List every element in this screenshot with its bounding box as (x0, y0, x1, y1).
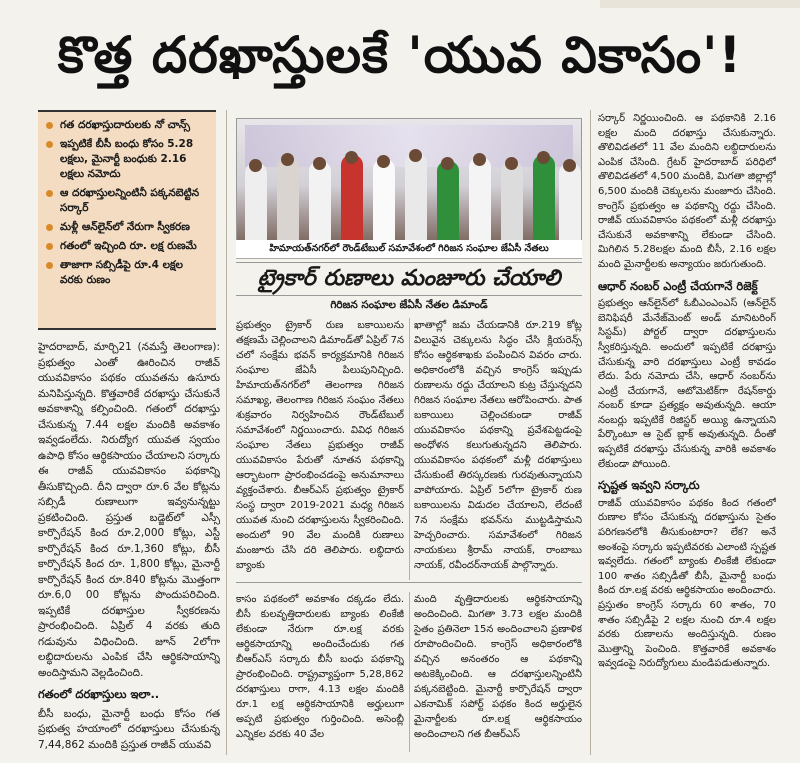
column-1 (38, 340, 220, 755)
article-paragraph: ఖాతాల్లో జమ చేయడానికి రూ.219 కోట్ల విలువైన చెక్కులను సిద్ధం చేసి క్లియరెన్స్ కోసం ఆర్థికశాఖకు పంపించిన వివరం చారు. అధికారంలోకి వచ్చిన కాంగ్రెస్ ఇప్పుడు రుణాలను రద్దు చేయాలని కుట్ర చేస్తున్నదని గిరిజన సంఘాల నేతలు ఆరోపించారు. పాత బకాయిలు చెల్లించకుండా రాజీవ్ యువవికాసం పథకాన్ని ప్రవేశపెట్టడంపై అంధోళన కలుగుతున్నదని తెలిపారు. యువవికాసం పథకంలో మళ్లీ దరఖాస్తులు చేసుకుంటే తిరస్కరణకు గురవుతున్నాయని వాపోయారు. ఏప్రిల్ 5లోగా ట్రైకార్ రుణ బకాయిలను విడుదల చేయాలని, లేదంటే 7న సంక్షేమ భవన్‌ను ముట్టడిస్తామని హెచ్చరించారు. సమావేశంలో గిరిజన నాయకులు శ్రీరామ్ నాయక్, రాంబాబు నాయక్, రవీందర్‌నాయక్ పాల్గొన్నారు. (414, 320, 582, 571)
article-paragraph: బీసీ బంధు, మైనార్టీ బంధు కోసం గత ప్రభుత్వ హయాంలో దరఖాస్తులు చేసుకున్న 7,44,862 మందికి ప్రస్తుత రాజీవ్ యువవి (38, 707, 220, 751)
photo-head (377, 155, 390, 168)
photo-head (281, 153, 294, 166)
highlight-item: ఇప్పటికే బీసీ బంధు కోసం 5.28 లక్షలు, మైనార్టీ బంధుకు 2.16 లక్షలు నమోదు (46, 137, 208, 182)
photo-person (277, 157, 299, 241)
photo-head (537, 151, 550, 164)
column-3-top (414, 318, 582, 580)
article-paragraph: ప్రభుత్వం ట్రైకార్ రుణ బకాయిలను తక్షణమే చెల్లించాలని డిమాండ్‌తో ఏప్రిల్ 7న చలో సంక్షేమ భవన్ కార్యక్రమానికి గిరిజన సంఘాల జేఏసీ పిలుపునిచ్చింది. హిమాయత్‌నగర్‌లో తెలంగాణ గిరిజన సమాఖ్య, తెలంగాణ గిరిజన సంఘం నేతలు శుక్రవారం నిర్వహించిన రౌండ్‌టేబుల్ సమావేశంలో నిర్ణయించారు. వివిధ గిరిజన సంఘాల నేతలు ప్రభుత్వం రాజీవ్ యువవికాసం పేరుతో నూతన పథకాన్ని ఆర్భాటంగా ప్రారంభించడంపై అనుమానాలు వ్యక్తంచేశారు. బీఆర్‌ఎస్ ప్రభుత్వం ట్రైకార్ సంస్థ ద్వారా 2019-2021 మధ్య గిరిజన యువత నుంచి దరఖాస్తులను స్వీకరించింది. అందులో 90 వేల మందికి రుణాలు మంజూరు చేసి దరి తెలిపారు. లబ్ధిదారు బ్యాంకు (236, 320, 404, 571)
column-2-top (236, 318, 404, 580)
column-4 (598, 112, 776, 752)
column-divider (226, 110, 227, 755)
photo-head (563, 159, 576, 172)
photo-person (245, 163, 267, 241)
photo-person (309, 161, 331, 241)
column-divider (590, 110, 591, 755)
section-subhead: గతంలో దరఖాస్తులు ఇలా.. (38, 687, 160, 701)
article-paragraph: హైదరాబాద్, మార్చి21 (నమస్తే తెలంగాణ): ప్రభుత్వం ఎంతో ఊరించిన రాజీవ్ యువవికాసం పథకం యువతను ఉసూరు మనిపిస్తున్నది. కొత్తవారికే దరఖాస్తు చేసుకునే అవకాశాన్ని కల్పించింది. గతంలో దరఖాస్తు చేసుకున్న 7.44 లక్షల మందికి అవకాశం ఇవ్వడంలేదు. నిరుద్యోగ యువత స్వయం ఉపాధి కోసం ఆర్థికసాయం చేయాలని సర్కారు ఈ రాజీవ్ యువవికాసం పథకాన్ని తీసుకొచ్చింది. దీని ద్వారా రూ.6 వేల కోట్లను సబ్సిడీ రుణాలుగా ఇవ్వనున్నట్టు ప్రకటించింది. ప్రస్తుత బడ్జెట్‌లో ఎస్సీ కార్పొరేషన్ కింద రూ.2,000 కోట్లు, ఎస్టీ కార్పొరేషన్ కింద రూ.1,360 కోట్లు, బీసీ కార్పొరేషన్ కింద రూ. 1,800 కోట్లు, మైనార్టీ కార్పొరేషన్ కింద రూ.840 కోట్లను మొత్తంగా రూ.6,0 00 కోట్లను పొందుపరిచింది. ఇప్పటికే దరఖాస్తుల స్వీకరణను ప్రారంభించింది. ఏప్రిల్ 4 వరకు తుది గడువును విధించింది. జూన్ 2లోగా లబ్ధిదారులను ఎంపిక చేసి ఆర్థికసాయాన్ని అందిస్తామని వెల్లడించింది. (38, 341, 220, 679)
highlight-item: తాజాగా సబ్సిడీపై రూ.4 లక్షల వరకు రుణం (46, 258, 208, 288)
photo-head (409, 149, 422, 162)
photo-person (533, 155, 555, 241)
photo-person (341, 155, 363, 241)
photo-head (441, 157, 454, 170)
highlights-list (46, 118, 208, 288)
column-3-bottom (414, 592, 582, 752)
article-paragraph: కాసం పథకంలో అవకాశం దక్కడం లేదు. బీసీ కులవృత్తిదారులకు బ్యాంకు లింకేజీ లేకుండా నేరుగా రూ.లక్ష వరకు ఆర్థికసాయాన్ని అందించేందుకు గత బీఆర్‌ఎస్ సర్కారు బీసీ బంధు పథకాన్ని ప్రారంభించింది. రాష్ట్రవ్యాప్తంగా 5,28,862 దరఖాస్తులు రాగా, 4.13 లక్షల మందికి రూ.1 లక్ష ఆర్థికసాయానికి అర్హులుగా అప్పటి ప్రభుత్వం గుర్తించింది. అసెంబ్లీ ఎన్నికల వరకు 40 వేల (236, 594, 404, 740)
photo-head (345, 151, 358, 164)
highlight-item: గత దరఖాస్తుదారులకు నో చాన్స్ (46, 118, 208, 133)
photo-caption: హిమాయత్‌నగర్‌లో రౌండ్‌టేబుల్ సమావేశంలో గిరిజన సంఘాల జేఏసీ నేతలు (236, 240, 582, 259)
photo-head (249, 159, 262, 172)
column-2-bottom (236, 592, 404, 752)
photo-person (501, 161, 523, 241)
photo-head (473, 153, 486, 166)
photo-person (405, 153, 427, 241)
photo-person (469, 157, 491, 241)
photo-head (313, 157, 326, 170)
news-photo (236, 118, 582, 242)
byline: గిరిజన సంఘాల జేఏసీ నేతల డిమాండ్ (330, 299, 488, 311)
photo-person (373, 159, 395, 241)
photo-head (505, 157, 518, 170)
top-strip (600, 0, 800, 8)
article-paragraph: మంది వృత్తిదారులకు ఆర్థికసాయాన్ని అందించింది. మిగతా 3.73 లక్షల మందికి సైతం ప్రతినెలా 15న అందించాలని ప్రణాళిక రూపొందించింది. కాంగ్రెస్ అధికారంలోకి వచ్చిన అనంతరం ఆ పథకాన్ని అటకెక్కించింది. ఆ దరఖాస్తులన్నింటినీ పక్కనబెట్టింది. మైనార్టీ కార్పొరేషన్ ద్వారా ఎకనామిక్ సపోర్ట్ పథకం కింద అర్హులైన మైనార్టీలకు రూ.లక్ష ఆర్థికసాయం అందించాలని గత బీఆర్‌ఎస్ (414, 594, 582, 740)
headline: కొత్త దరఖాస్తులకే 'యువ వికాసం'! (57, 26, 743, 84)
column-divider (409, 592, 410, 752)
highlight-item: ఆ దరఖాస్తులన్నింటినీ పక్కనబెట్టిన సర్కార్ (46, 186, 208, 216)
highlights-box (38, 110, 216, 330)
article-paragraph: రాజీవ్ యువవికాసం పథకం కింద గతంలో రుణాల కోసం చేసుకున్న దరఖాస్తును సైతం పరిగణనలోకి తీసుకుంటారా? లేక? అనే అంశంపై సర్కారు ఇప్పటివరకు ఎలాంటి స్పష్టత ఇవ్వలేదు. గతంలో బ్యాంకు లింకేజీ లేకుండా 100 శాతం సబ్సిడీతో బీసీ, మైనార్టీ బంధు కింద రూ.లక్ష వరకు ఆర్థికసాయం అందించారు. ప్రస్తుతం కాంగ్రెస్ సర్కారు 60 శాతం, 70 శాతం సబ్సిడీపై 2 లక్షల నుంచి రూ.4 లక్షల వరకు రుణాలను అందిస్తున్నది. రుణం మొత్తాన్ని పెంచింది. కొత్తవారికే అవకాశం ఇవ్వడంపై నిరుద్యోగులు మండిపడుతున్నారు. (598, 497, 776, 670)
highlight-item: గతంలో ఇచ్చింది రూ. లక్ష రుణమే (46, 239, 208, 254)
photo-person (437, 161, 459, 241)
sub-headline: ట్రైకార్ రుణాలు మంజూరు చేయాలి (236, 262, 582, 296)
article-paragraph: సర్కార్ నిర్ణయించింది. ఆ పథకానికి 2.16 లక్షల మంది దరఖాస్తు చేసుకున్నారు. తొలివిడతలో 11 వేల మందిని లబ్ధిదారులను ఎంపిక చేసింది. గ్రేటర్ హైదరాబాద్ పరిధిలో తొలివిడతలో 4,500 మందికి, మిగతా జిల్లాల్లో 6,500 మందికి చెక్కులను మంజూరు చేసింది. కాంగ్రెస్ ప్రభుత్వం ఆ పథకాన్ని రద్దు చేసింది. రాజీవ్ యువవికాసం పథకంలో మళ్లీ దరఖాస్తు చేసుకునే అవకాశాన్ని లేకుండా చేసింది. మిగిలిన 5.28లక్షల మంది బీసీ, 2.16 లక్షల మంది మైనార్టీలకు అన్యాయం జరుగుతుంది. (598, 113, 776, 270)
photo-person (559, 163, 581, 241)
article-paragraph: ప్రభుత్వం ఆన్‌లైన్‌లో ఓబీఎంఎంఎస్ (ఆన్‌లైన్ బెనిఫిషరీ మేనేజ్‌మెంట్ అండ్ మానిటరింగ్ సిస్టమ్) పోర్టల్ ద్వారా దరఖాస్తులను స్వీకరిస్తున్నది. అందులో ఇప్పటికే దరఖాస్తు చేసుకున్న వారి దరఖాస్తులు ఎంట్రీ కావడం లేదు. పేరు నమోదు చేసి, ఆధార్ నంబర్‌ను ఎంట్రీ చేయగానే, ఆటోమెటిక్‌గా రేషన్‌కార్డు నంబర్ కూడా ప్రత్యక్షం అవుతున్నది. ఆయా నంబర్లు ఇప్పటికే రిజిస్టర్ అయ్యి ఉన్నాయని పేర్కొంటూ ఆ సైట్ బ్లాక్ అవుతున్నది. దీంతో ఇప్పటికే దరఖాస్తు చేసుకున్న వారికి అవకాశం లేకుండా పోయింది. (598, 298, 776, 470)
section-subhead: ఆధార్ నంబర్ ఎంట్రీ చేయగానే రిజెక్ట్ (598, 278, 758, 293)
column-divider (409, 318, 410, 580)
highlight-item: మళ్లీ ఆన్‌లైన్‌లో నేరుగా స్వీకరణ (46, 220, 208, 235)
section-divider (236, 582, 582, 583)
section-subhead: స్పష్టత ఇవ్వని సర్కారు (598, 478, 700, 493)
